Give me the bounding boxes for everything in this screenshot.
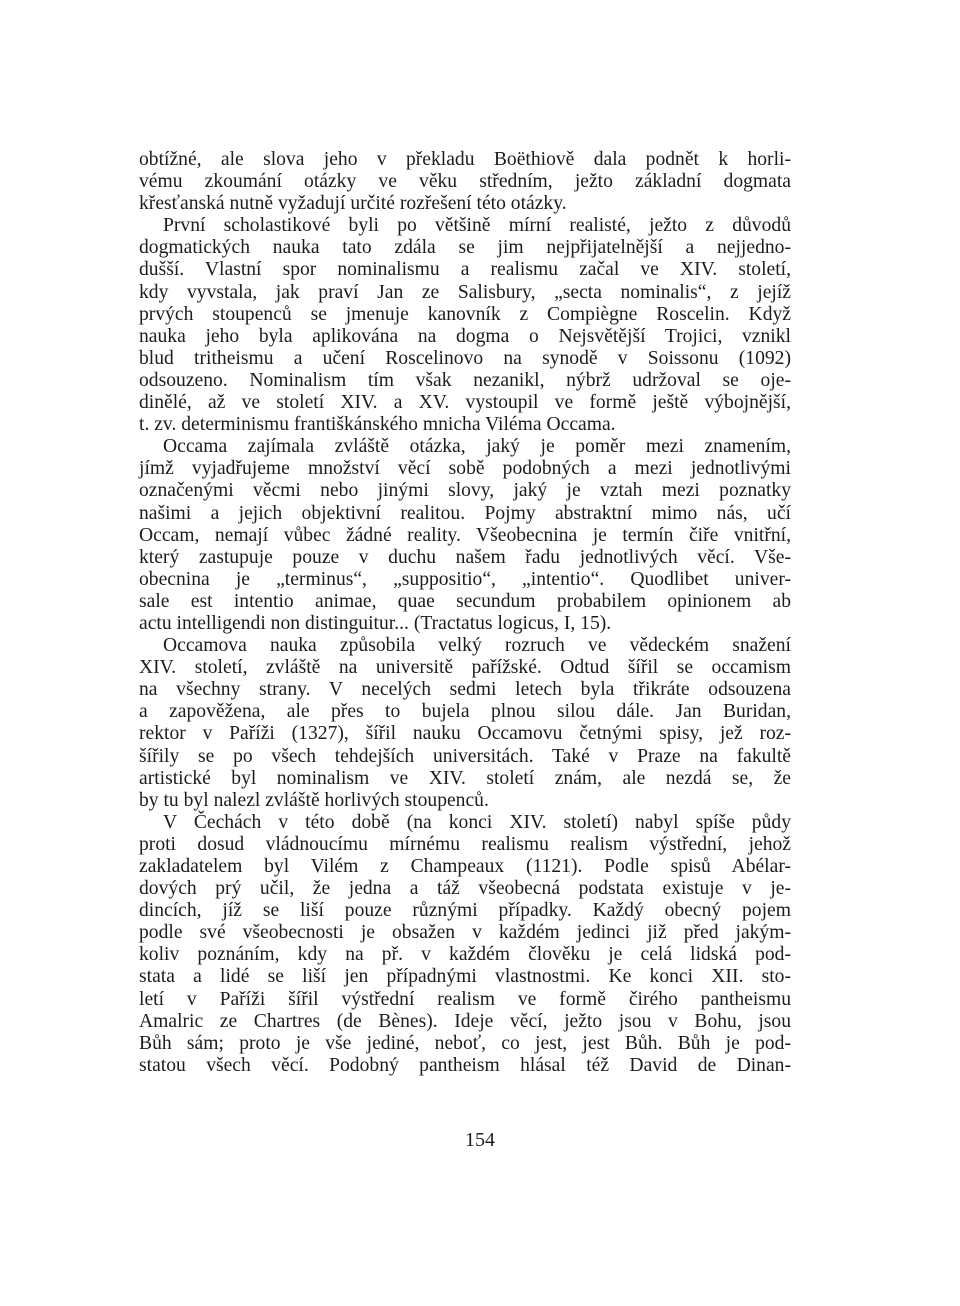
text-line: zakladatelem byl Vilém z Champeaux (1121). Podle spisů Abélar- — [139, 856, 791, 877]
text-line: proti dosud vládnoucímu mírnému realismu realism výstřední, jehož — [139, 833, 791, 855]
text-line: sale est intentio animae, quae secundum probabilem opinionem ab — [139, 590, 791, 612]
text-line: který zastupuje pouze v duchu našem řadu jednotlivých věcí. Vše- — [139, 546, 791, 568]
text-line: Amalric ze Chartres (de Bènes). Ideje věcí, ježto jsou v Bohu, jsou — [139, 1010, 791, 1032]
text-line: kdy vyvstala, jak praví Jan ze Salisbury, „secta nominalis“, z jejíž — [139, 281, 791, 303]
text-line: dogmatických nauka tato zdála se jim nejpřijatelnější a nejjedno- — [139, 237, 791, 259]
text-line: dušší. Vlastní spor nominalismu a realismu začal ve XIV. století, — [139, 259, 791, 281]
text-line: na všechny strany. V necelých sedmi letech byla třikráte odsouzena — [139, 679, 791, 701]
text-line: podle své všeobecnosti je obsažen v každém jedinci již před jakým- — [139, 922, 791, 944]
text-line: t. zv. determinismu františkánského mnicha Viléma Occama. — [139, 414, 616, 436]
body-text — [139, 149, 791, 1077]
text-line: prvých stoupenců se jmenuje kanovník z Compiègne Roscelin. Když — [139, 303, 791, 325]
text-line: jímž vyjadřujeme množství věcí sobě podobných a mezi jednotlivými — [139, 458, 791, 480]
text-line: obtížné, ale slova jeho v překladu Boëthiově dala podnět k horli- — [139, 149, 791, 170]
page-number: 154 — [465, 1129, 495, 1151]
text-line: rektor v Paříži (1327), šířil nauku Occamovu četnými spisy, jež roz- — [139, 723, 791, 745]
text-line: šířily se po všech tehdejších universitách. Také v Praze na fakultě — [139, 745, 791, 767]
text-line: XIV. století, zvláště na universitě pařížské. Odtud šířil se occamism — [139, 657, 791, 679]
text-line: našimi a jejich objektivní realitou. Pojmy abstraktní mimo nás, učí — [139, 502, 791, 524]
text-line: Occam, nemají vůbec žádné reality. Všeobecnina je termín čiře vnitřní, — [139, 524, 791, 546]
text-line: Occamova nauka způsobila velký rozruch ve vědeckém snažení — [163, 635, 791, 657]
text-line: nauka jeho byla aplikována na dogma o Nejsvětější Trojici, vznikl — [139, 325, 791, 347]
text-line: dových prý učil, že jedna a táž všeobecná podstata existuje v je- — [139, 878, 791, 900]
text-line: Occama zajímala zvláště otázka, jaký je poměr mezi znamením, — [163, 436, 791, 458]
text-line: artistické byl nominalism ve XIV. století znám, ale nezdá se, že — [139, 767, 791, 789]
text-line: blud tritheismu a učení Roscelinovo na synodě v Soissonu (1092) — [139, 347, 791, 369]
text-line: dinělé, až ve století XIV. a XV. vystoupil ve formě ještě výbojnější, — [139, 392, 791, 414]
text-line: actu intelligendi non distinguitur... (Tractatus logicus, I, 15). — [139, 612, 612, 634]
text-line: koliv poznáním, kdy na př. v každém člověku je celá lidská pod- — [139, 944, 791, 966]
text-line: odsouzeno. Nominalism tím však nezanikl, nýbrž udržoval se oje- — [139, 369, 791, 391]
text-line: označenými věcmi nebo jinými slovy, jaký je vztah mezi poznatky — [139, 480, 791, 502]
text-line: První scholastikové byli po většině mírní realisté, ježto z důvodů — [163, 215, 791, 237]
text-line: dincích, jíž se liší pouze různými případky. Každý obecný pojem — [139, 900, 791, 922]
text-line: křesťanská nutně vyžadují určité rozřešení této otázky. — [139, 193, 567, 215]
text-line: Bůh sám; proto je vše jediné, neboť, co jest, jest Bůh. Bůh je pod- — [139, 1032, 791, 1054]
text-line: by tu byl nalezl zvláště horlivých stoupenců. — [139, 789, 489, 811]
text-line: letí v Paříži šířil výstřední realism ve formě čirého pantheismu — [139, 988, 791, 1010]
text-line: statou všech věcí. Podobný pantheism hlásal též David de Dinan- — [139, 1054, 791, 1076]
text-line: obecnina je „terminus“, „suppositio“, „intentio“. Quodlibet univer- — [139, 568, 791, 590]
text-line: stata a lidé se liší jen případnými vlastnostmi. Ke konci XII. sto- — [139, 966, 791, 988]
text-line: a zapověžena, ale přes to bujela plnou silou dále. Jan Buridan, — [139, 701, 791, 723]
text-line: V Čechách v této době (na konci XIV. století) nabyl spíše půdy — [163, 811, 791, 833]
text-line: vému zkoumání otázky ve věku středním, ježto základní dogmata — [139, 171, 791, 193]
